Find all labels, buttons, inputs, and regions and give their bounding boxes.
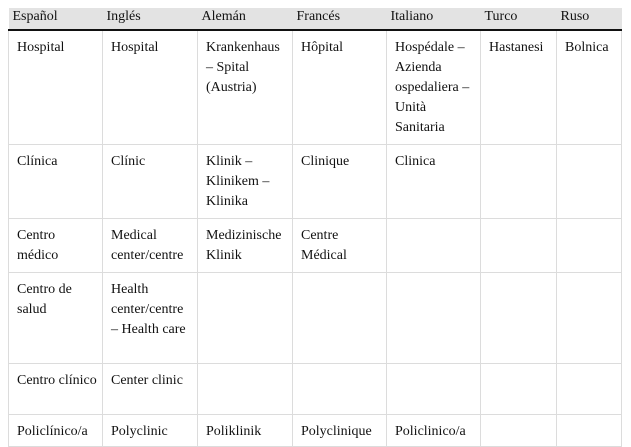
- table-cell: [557, 273, 622, 364]
- table-cell: [557, 219, 622, 273]
- header-turco: Turco: [481, 8, 557, 30]
- table-cell: Bolnica: [557, 30, 622, 145]
- table-row: [9, 219, 622, 273]
- table-cell: [481, 145, 557, 219]
- table-cell: [481, 273, 557, 364]
- table-cell: Center clinic: [103, 364, 198, 415]
- table-cell: [557, 145, 622, 219]
- table-header-row: [9, 8, 622, 30]
- table-row: [9, 145, 622, 219]
- table-cell: [293, 273, 387, 364]
- table-cell: [387, 364, 481, 415]
- table-cell: [481, 415, 557, 447]
- table-cell: Polyclinique: [293, 415, 387, 447]
- table-cell: [557, 364, 622, 415]
- table-cell: [198, 273, 293, 364]
- table-cell: Hastanesi: [481, 30, 557, 145]
- table-cell: Centre Médical: [293, 219, 387, 273]
- header-espanol: Español: [9, 8, 103, 30]
- table-cell: Clinique: [293, 145, 387, 219]
- table-cell: Centro médico: [9, 219, 103, 273]
- table-cell: Medical center/centre: [103, 219, 198, 273]
- table-cell: Clinica: [387, 145, 481, 219]
- table-cell: Centro clínico: [9, 364, 103, 415]
- table-cell: [387, 219, 481, 273]
- table-cell: Health center/centre – Health care: [103, 273, 198, 364]
- table-cell: Clínic: [103, 145, 198, 219]
- table-cell: Medizinische Klinik: [198, 219, 293, 273]
- table-cell: Krankenhaus – Spital (Austria): [198, 30, 293, 145]
- header-ruso: Ruso: [557, 8, 622, 30]
- table-cell: [557, 415, 622, 447]
- table-cell: Polyclinic: [103, 415, 198, 447]
- table-cell: Clínica: [9, 145, 103, 219]
- table-row: [9, 364, 622, 415]
- table-cell: [293, 364, 387, 415]
- table-row: [9, 273, 622, 364]
- table-cell: [481, 219, 557, 273]
- table-cell: [481, 364, 557, 415]
- header-aleman: Alemán: [198, 8, 293, 30]
- table-cell: Hospital: [103, 30, 198, 145]
- table-cell: Policlinico/a: [387, 415, 481, 447]
- table-cell: Hospital: [9, 30, 103, 145]
- table-row: [9, 415, 622, 447]
- table-cell: Hospédale – Azienda ospedaliera – Unità Sanitaria: [387, 30, 481, 145]
- table-cell: Hôpital: [293, 30, 387, 145]
- table-cell: Poliklinik: [198, 415, 293, 447]
- header-italiano: Italiano: [387, 8, 481, 30]
- table-row: [9, 30, 622, 145]
- table-cell: Centro de salud: [9, 273, 103, 364]
- table-cell: [198, 364, 293, 415]
- table-cell: [387, 273, 481, 364]
- table-cell: Klinik – Klinikem – Klinika: [198, 145, 293, 219]
- table-cell: Policlínico/a: [9, 415, 103, 447]
- header-ingles: Inglés: [103, 8, 198, 30]
- header-frances: Francés: [293, 8, 387, 30]
- translation-table: [8, 8, 622, 447]
